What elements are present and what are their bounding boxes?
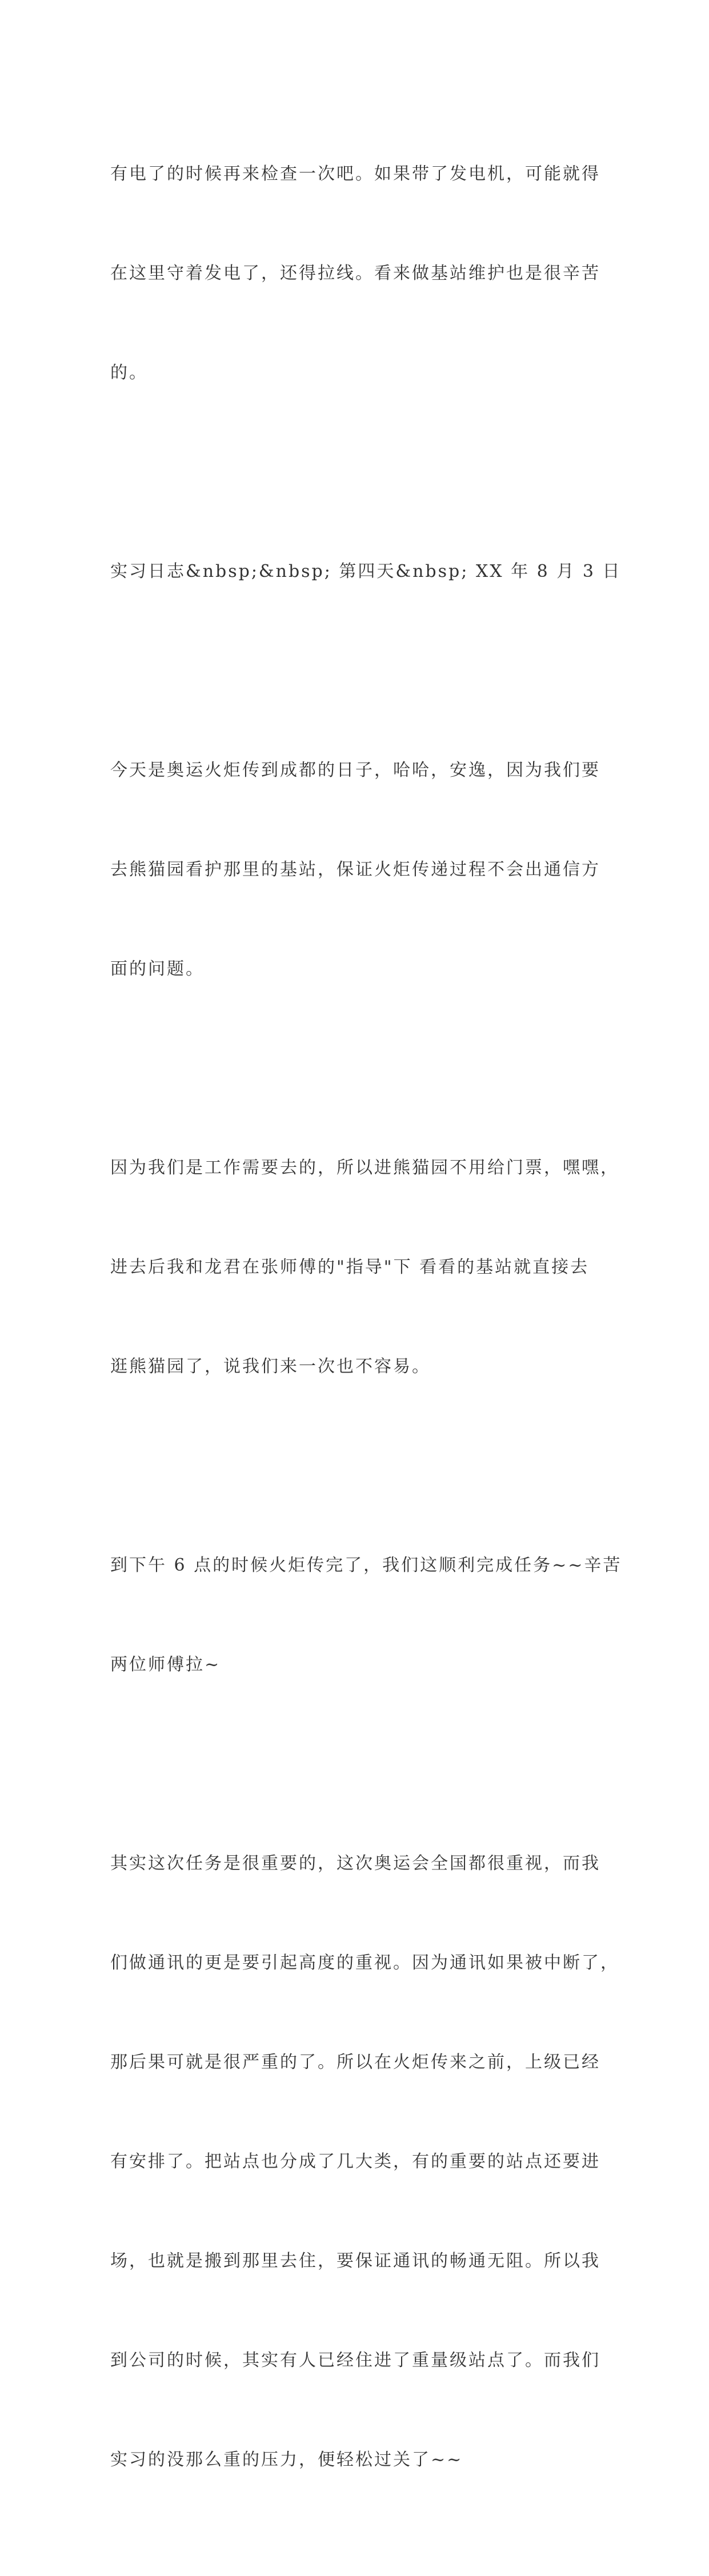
paragraph-3 xyxy=(110,688,602,1052)
paragraph-6 xyxy=(110,1781,619,2543)
document-body xyxy=(110,91,622,2576)
text-line: 们做通讯的更是要引起高度的重视。因为通讯如果被中断了， xyxy=(110,1953,619,1973)
text-line: 有安排了。把站点也分成了几大类，有的重要的站点还要进 xyxy=(110,2152,600,2172)
text-line: 两位师傅拉~ xyxy=(110,1655,221,1675)
text-line: 在这里守着发电了，还得拉线。看来做基站维护也是很辛苦 xyxy=(110,263,600,283)
text-line: 实习的没那么重的压力，便轻松过关了~~ xyxy=(110,2450,463,2470)
text-line: 实习日志&nbsp;&nbsp; 第四天&nbsp; XX 年 8 月 3 日 xyxy=(110,561,622,581)
text-line: 到下午 6 点的时候火炬传完了，我们这顺利完成任务~~辛苦 xyxy=(110,1555,622,1575)
text-line: 有电了的时候再来检查一次吧。如果带了发电机，可能就得 xyxy=(110,164,600,184)
text-line: 其实这次任务是很重要的，这次奥运会全国都很重视，而我 xyxy=(110,1853,600,1873)
text-line: 面的问题。 xyxy=(110,959,205,979)
text-line: 场，也就是搬到那里去住，要保证通讯的畅通无阻。所以我 xyxy=(110,2251,600,2271)
log-heading xyxy=(110,489,622,655)
text-line: 进去后我和龙君在张师傅的"指导"下 看看的基站就直接去 xyxy=(110,1257,590,1277)
text-line: 今天是奥运火炬传到成都的日子，哈哈，安逸，因为我们要 xyxy=(110,760,600,780)
paragraph-1 xyxy=(110,91,602,456)
text-line: 逛熊猫园了，说我们来一次也不容易。 xyxy=(110,1357,431,1377)
paragraph-4 xyxy=(110,1085,619,1450)
paragraph-5 xyxy=(110,1483,622,1748)
text-line: 的。 xyxy=(110,363,148,383)
text-line: 去熊猫园看护那里的基站，保证火炬传递过程不会出通信方 xyxy=(110,860,600,880)
text-line: 到公司的时候，其实有人已经住进了重量级站点了。而我们 xyxy=(110,2350,600,2370)
text-line: 因为我们是工作需要去的，所以进熊猫园不用给门票，嘿嘿， xyxy=(110,1158,619,1178)
text-line: 那后果可就是很严重的了。所以在火炬传来之前，上级已经 xyxy=(110,2052,600,2072)
